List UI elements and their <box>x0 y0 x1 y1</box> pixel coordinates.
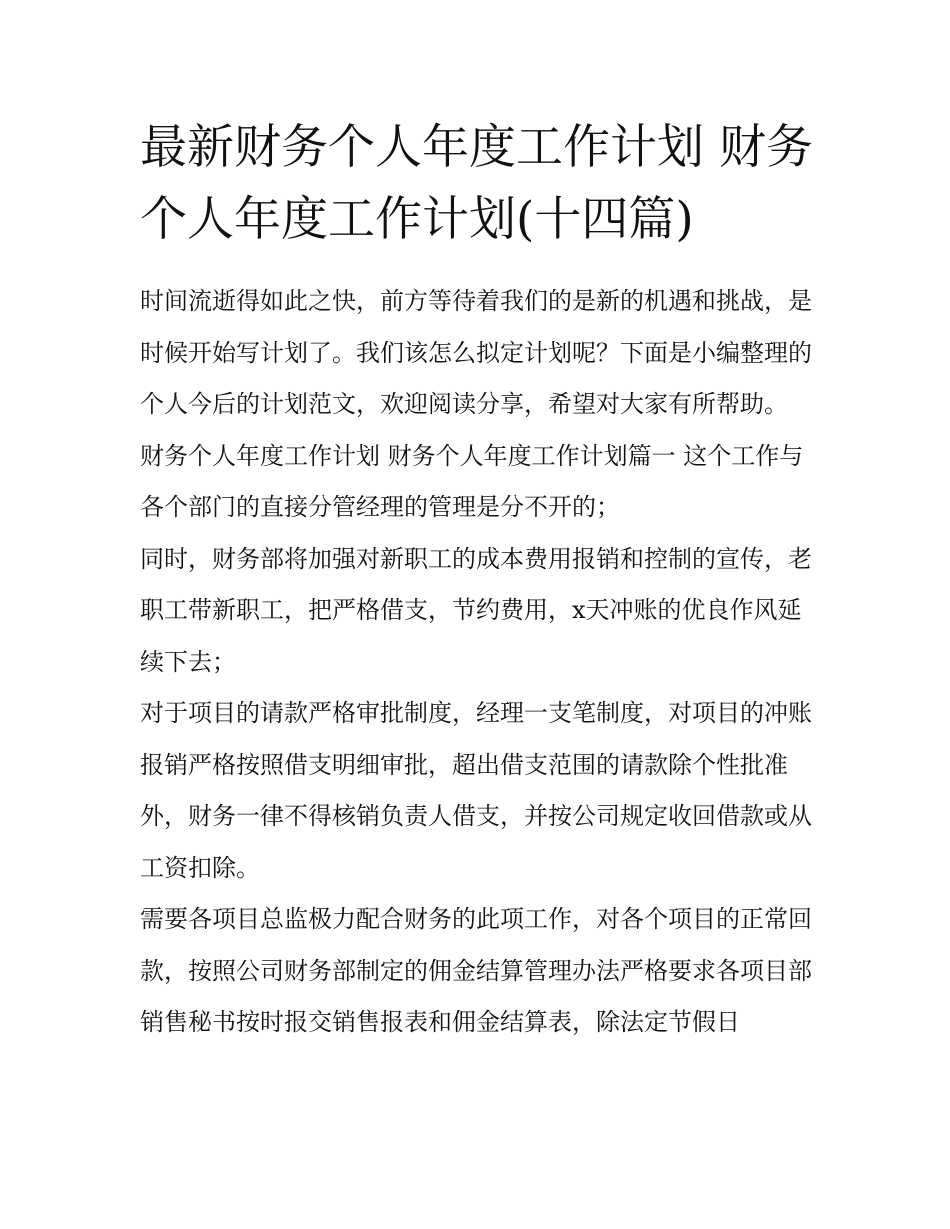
paragraph: 对于项目的请款严格审批制度，经理一支笔制度，对项目的冲账报销严格按照借支明细审批，超出借支范围的请款除个性批准外，财务一律不得核销负责人借支，并按公司规定收回借款或从工资扣除。 <box>140 699 812 882</box>
document-title: 最新财务个人年度工作计划 财务个人年度工作计划(十四篇) <box>140 120 813 247</box>
document-body <box>140 276 815 1049</box>
paragraph: 财务个人年度工作计划 财务个人年度工作计划篇一 这个工作与各个部门的直接分管经理的管理是分不开的； <box>140 441 804 521</box>
paragraph: 需要各项目总监极力配合财务的此项工作，对各个项目的正常回款，按照公司财务部制定的佣金结算管理办法严格要求各项目部销售秘书按时报交销售报表和佣金结算表，除法定节假日 <box>140 905 812 1036</box>
paragraph: 时间流逝得如此之快，前方等待着我们的是新的机遇和挑战，是时候开始写计划了。我们该怎么拟定计划呢？下面是小编整理的个人今后的计划范文，欢迎阅读分享，希望对大家有所帮助。 <box>140 287 812 418</box>
paragraph: 同时，财务部将加强对新职工的成本费用报销和控制的宣传，老职工带新职工，把严格借支，节约费用，x天冲账的优良作风延续下去； <box>140 544 812 676</box>
